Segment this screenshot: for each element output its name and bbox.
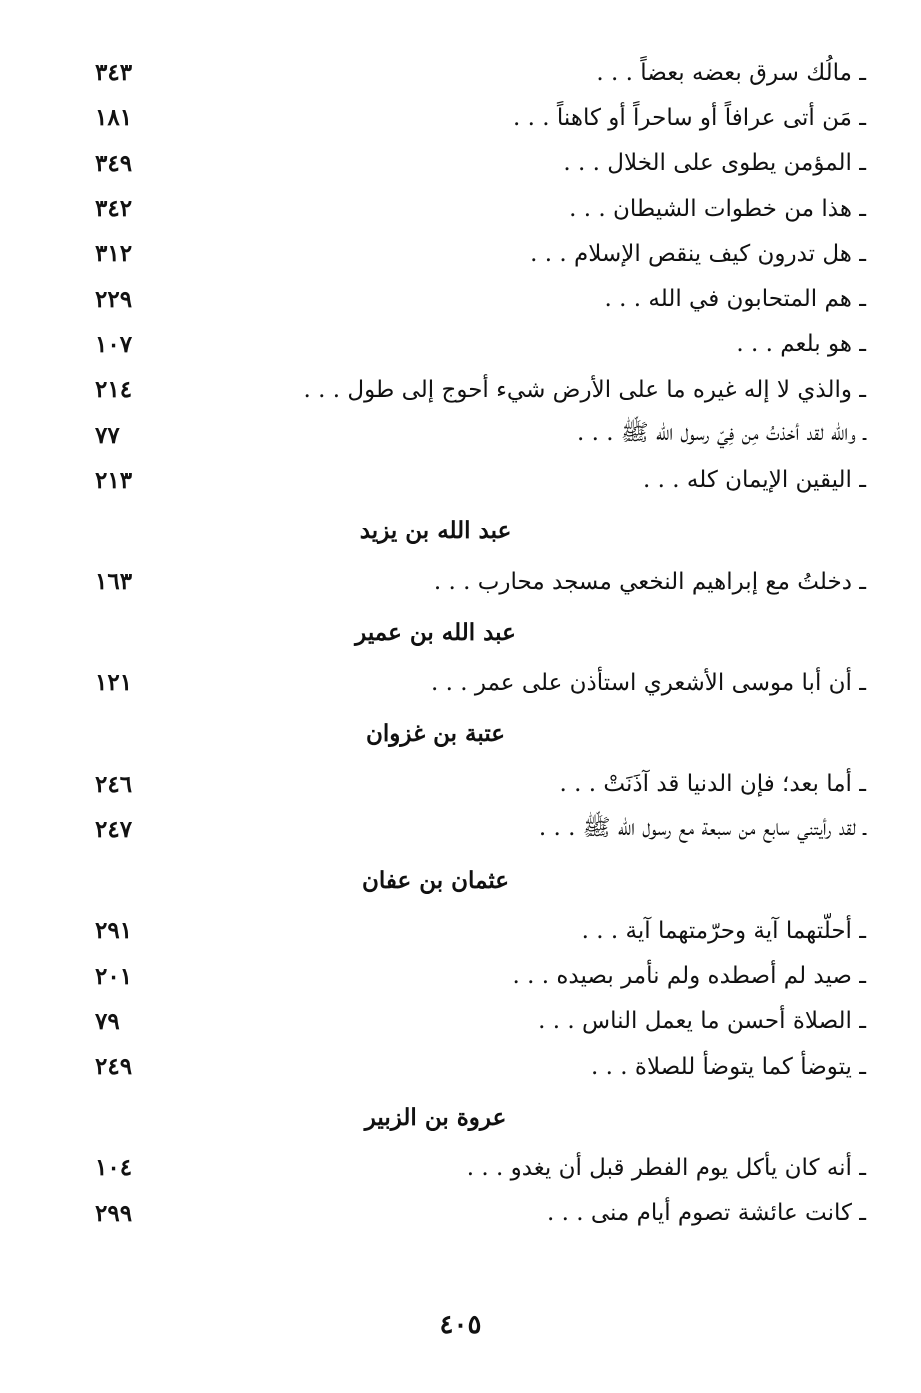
entry-text: ـ أما بعد؛ فإن الدنيا قد آذَنَتْ . . . bbox=[559, 771, 866, 798]
entry-text: ـ أن أبا موسى الأشعري استأذن على عمر . . . bbox=[430, 669, 866, 696]
entry-page-number: ٢١٤ bbox=[95, 376, 133, 404]
section-heading: عروة بن الزبير bbox=[364, 1103, 507, 1131]
entry-page-number: ١٢١ bbox=[95, 669, 133, 697]
entry-page-number: ٢٠١ bbox=[95, 962, 133, 990]
entry-page-number: ١٠٧ bbox=[95, 330, 133, 358]
index-entry bbox=[85, 276, 866, 321]
entry-text: ـ صيد لم أصطده ولم نأمر بصيده . . . bbox=[512, 963, 866, 990]
entry-page-number: ١٦٣ bbox=[95, 568, 133, 596]
index-entry bbox=[85, 458, 866, 503]
entry-page-number: ٧٩ bbox=[95, 1007, 120, 1035]
entry-text: ـ مَن أتى عرافاً أو ساحراً أو كاهناً . . . bbox=[513, 104, 866, 131]
index-entry bbox=[85, 1145, 866, 1190]
entry-page-number: ٢٤٧ bbox=[95, 816, 133, 843]
page-number: ٤٠٥ bbox=[439, 1310, 482, 1340]
entry-page-number: ٣٤٣ bbox=[95, 59, 133, 87]
entry-page-number: ٣٤٩ bbox=[95, 149, 133, 177]
entry-text: ـ هو بلعم . . . bbox=[736, 331, 866, 358]
entry-page-number: ٢٤٩ bbox=[95, 1053, 133, 1081]
index-entry bbox=[85, 660, 866, 705]
entry-text: ـ كانت عائشة تصوم أيام منى . . . bbox=[546, 1200, 866, 1227]
entry-text: ـ دخلتُ مع إبراهيم النخعي مسجد محارب . . . bbox=[433, 568, 866, 595]
index-entry bbox=[85, 141, 866, 186]
entry-text: ـ هل تدرون كيف ينقص الإسلام . . . bbox=[530, 240, 866, 267]
entry-text: ـ لقد رأيتني سابع من سبعة مع رسول الله ﷺ . . . bbox=[538, 814, 866, 841]
index-entry bbox=[85, 95, 866, 140]
entry-text: ـ الصلاة أحسن ما يعمل الناس . . . bbox=[538, 1008, 866, 1035]
entry-page-number: ٢٢٩ bbox=[95, 285, 133, 313]
entry-text: ـ المؤمن يطوى على الخلال . . . bbox=[563, 150, 866, 177]
index-entry bbox=[85, 412, 866, 457]
index-entry bbox=[85, 1191, 866, 1236]
entry-page-number: ١٠٤ bbox=[95, 1154, 133, 1182]
index-entry bbox=[85, 231, 866, 276]
entry-page-number: ٢٩١ bbox=[95, 917, 133, 945]
entry-page-number: ٢١٣ bbox=[95, 466, 133, 494]
index-entry bbox=[85, 50, 866, 95]
entry-text: ـ والله لقد أخذتُ مِن فِيّ رسول الله ﷺ . . . bbox=[576, 420, 866, 447]
entry-text: ـ والذي لا إله غيره ما على الأرض شيء أحوج إلى طول . . . bbox=[303, 376, 866, 403]
section-heading: عبد الله بن عمير bbox=[355, 618, 516, 646]
index-entry bbox=[85, 559, 866, 604]
index-entry bbox=[85, 807, 866, 852]
index-content bbox=[85, 50, 866, 1236]
entry-text: ـ مالُك سرق بعضه بعضاً . . . bbox=[596, 59, 866, 86]
entry-text: ـ اليقين الإيمان كله . . . bbox=[643, 467, 866, 494]
entry-page-number: ٧٧ bbox=[95, 421, 120, 449]
section-heading: عبد الله بن يزيد bbox=[359, 517, 512, 545]
entry-page-number: ٣١٢ bbox=[95, 240, 133, 268]
index-entry bbox=[85, 367, 866, 412]
entry-page-number: ١٨١ bbox=[95, 104, 133, 132]
entry-text: ـ يتوضأ كما يتوضأ للصلاة . . . bbox=[591, 1053, 866, 1080]
index-entry bbox=[85, 322, 866, 367]
index-entry bbox=[85, 908, 866, 953]
index-entry bbox=[85, 1044, 866, 1089]
index-entry bbox=[85, 953, 866, 998]
entry-text: ـ هم المتحابون في الله . . . bbox=[604, 286, 866, 313]
section-heading: عتبة بن غزوان bbox=[366, 720, 505, 748]
entry-page-number: ٣٤٢ bbox=[95, 195, 133, 223]
entry-text: ـ هذا من خطوات الشيطان . . . bbox=[569, 195, 866, 222]
entry-page-number: ٢٤٦ bbox=[95, 770, 133, 798]
section-heading: عثمان بن عفان bbox=[361, 866, 510, 894]
index-entry bbox=[85, 762, 866, 807]
entry-text: ـ أنه كان يأكل يوم الفطر قبل أن يغدو . . . bbox=[466, 1154, 866, 1181]
index-entry bbox=[85, 186, 866, 231]
entry-page-number: ٢٩٩ bbox=[95, 1199, 133, 1227]
entry-text: ـ أحلّتهما آية وحرّمتهما آية . . . bbox=[581, 917, 866, 944]
index-entry bbox=[85, 999, 866, 1044]
